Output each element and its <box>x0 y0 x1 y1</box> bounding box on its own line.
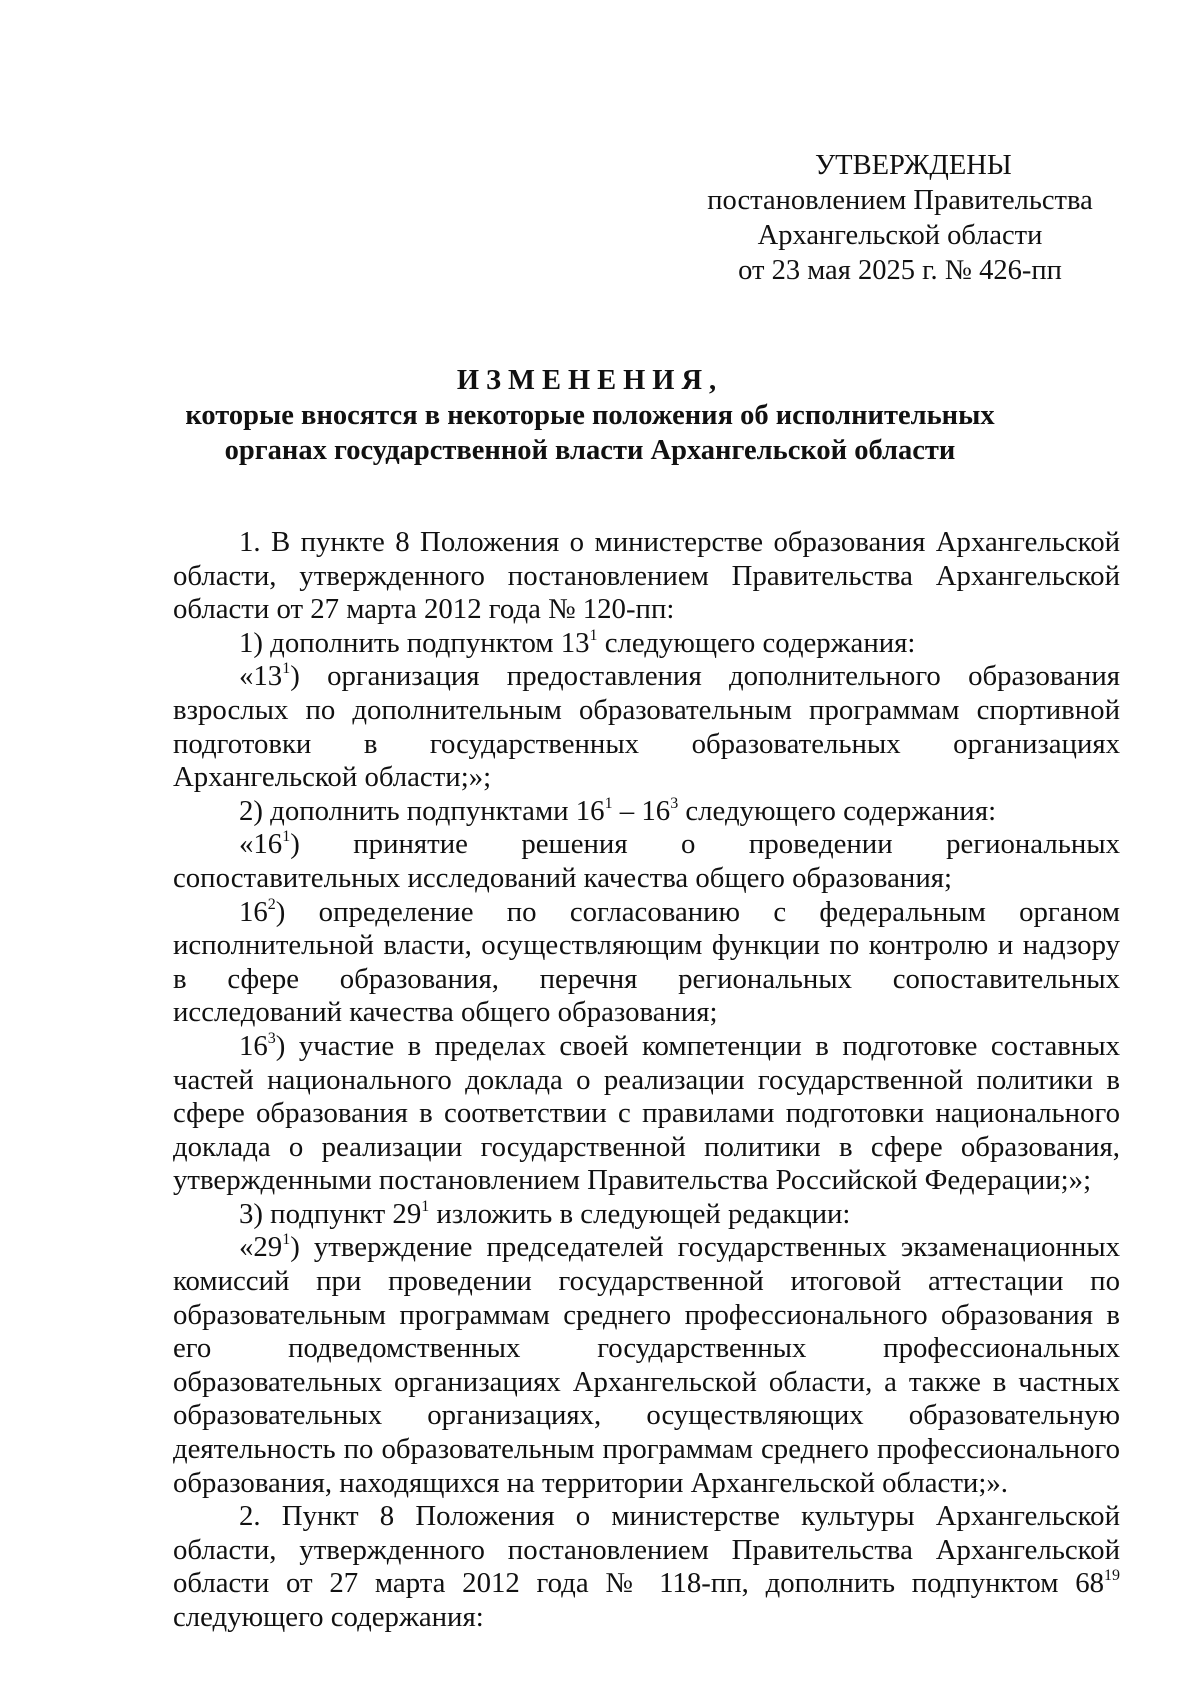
paragraph-9-text: «29 <box>239 1231 283 1264</box>
approval-line-2: Архангельской области <box>757 220 1043 251</box>
paragraph-9-sup: 1 <box>282 1231 291 1249</box>
paragraph-8-text: 3) подпункт 29 <box>239 1197 422 1230</box>
title-line-1: которые вносятся в некоторые положения об исполнительных <box>185 400 995 431</box>
paragraph-4 <box>173 795 1120 829</box>
paragraph-2-text: 1) дополнить подпунктом 13 <box>239 626 590 659</box>
paragraph-9-text-end: ) утверждение председателей государственных экзаменационных комиссий при проведении государственной итоговой аттестации по образовательным программам среднего профессионального образования в его подведомственных государственных профессиональных образовательных организациях Архангельской области, а также в частных образовательных организациях, осуществляющих образовательную деятельность по образовательным программам среднего профессионального образования, находящихся на территории Архангельской области;». <box>173 1231 1120 1499</box>
paragraph-10-text-end: следующего содержания: <box>173 1601 484 1633</box>
paragraph-1: 1. В пункте 8 Положения о министерстве образования Архангельской области, утвержденного постановлением Правительства Архангельской области от 27 марта 2012 года № 120-пп: <box>173 526 1120 626</box>
approval-line-1: постановлением Правительства <box>707 185 1093 216</box>
paragraph-8-text-end: изложить в следующей редакции: <box>429 1197 851 1230</box>
paragraph-10-text: 2. Пункт 8 Положения о министерстве культуры Архангельской области, утвержденного постановлением Правительства Архангельской области от 27 марта 2012 года № 118-пп, дополнить подпунктом 68 <box>173 1500 1120 1600</box>
paragraph-7-text-end: ) участие в пределах своей компетенции в подготовке составных частей национального доклада о реализации государственной политики в сфере образования в соответствии с правилами подготовки национального доклада о реализации государственной политики в сфере образования, утвержденными постановлением Правительства Российской Федерации;»; <box>173 1029 1120 1197</box>
paragraph-4-text-end: следующего содержания: <box>678 794 997 827</box>
paragraph-9 <box>173 1231 1120 1500</box>
paragraph-3-text: «13 <box>239 660 283 693</box>
paragraph-3-text-end: ) организация предоставления дополнительного образования взрослых по дополнительным образовательным программам спортивной подготовки в государственных образовательных организациях Архангельской области;»; <box>173 660 1120 794</box>
approval-stamp <box>690 148 1110 288</box>
paragraph-2-text-end: следующего содержания: <box>597 626 916 659</box>
paragraph-10 <box>173 1500 1120 1634</box>
paragraph-5 <box>173 828 1120 895</box>
paragraph-6-text: 16 <box>239 895 268 928</box>
paragraph-5-sup: 1 <box>282 828 291 846</box>
paragraph-6-sup: 2 <box>267 895 276 913</box>
approval-line-3: от 23 мая 2025 г. № 426-пп <box>738 255 1062 286</box>
paragraph-4-sup-1: 1 <box>604 794 613 812</box>
paragraph-10-sup: 19 <box>1104 1567 1120 1585</box>
paragraph-6-text-end: ) определение по согласованию с федеральным органом исполнительной власти, осуществляющим функции по контролю и надзору в сфере образования, перечня региональных сопоставительных исследований качества общего образования; <box>173 895 1120 1029</box>
paragraph-8 <box>173 1198 1120 1232</box>
approval-heading: УТВЕРЖДЕНЫ <box>815 150 1012 181</box>
paragraph-2 <box>173 627 1120 661</box>
paragraph-4-text: 2) дополнить подпунктами 16 <box>239 794 605 827</box>
document-body <box>173 526 1120 1635</box>
paragraph-8-sup: 1 <box>421 1197 430 1215</box>
paragraph-5-text: «16 <box>239 828 283 861</box>
paragraph-7-sup: 3 <box>267 1029 276 1047</box>
paragraph-2-sup: 1 <box>589 626 598 644</box>
paragraph-7 <box>173 1030 1120 1198</box>
title-main: ИЗМЕНЕНИЯ, <box>456 365 724 396</box>
paragraph-6 <box>173 896 1120 1030</box>
paragraph-4-sup-2: 3 <box>670 794 679 812</box>
document-title <box>130 363 1050 468</box>
paragraph-7-text: 16 <box>239 1029 268 1062</box>
paragraph-3 <box>173 660 1120 794</box>
paragraph-3-sup: 1 <box>282 660 291 678</box>
paragraph-4-text-mid: – 16 <box>612 794 671 827</box>
title-line-2: органах государственной власти Архангельской области <box>224 435 956 466</box>
paragraph-5-text-end: ) принятие решения о проведении региональных сопоставительных исследований качества общего образования; <box>173 828 1120 894</box>
